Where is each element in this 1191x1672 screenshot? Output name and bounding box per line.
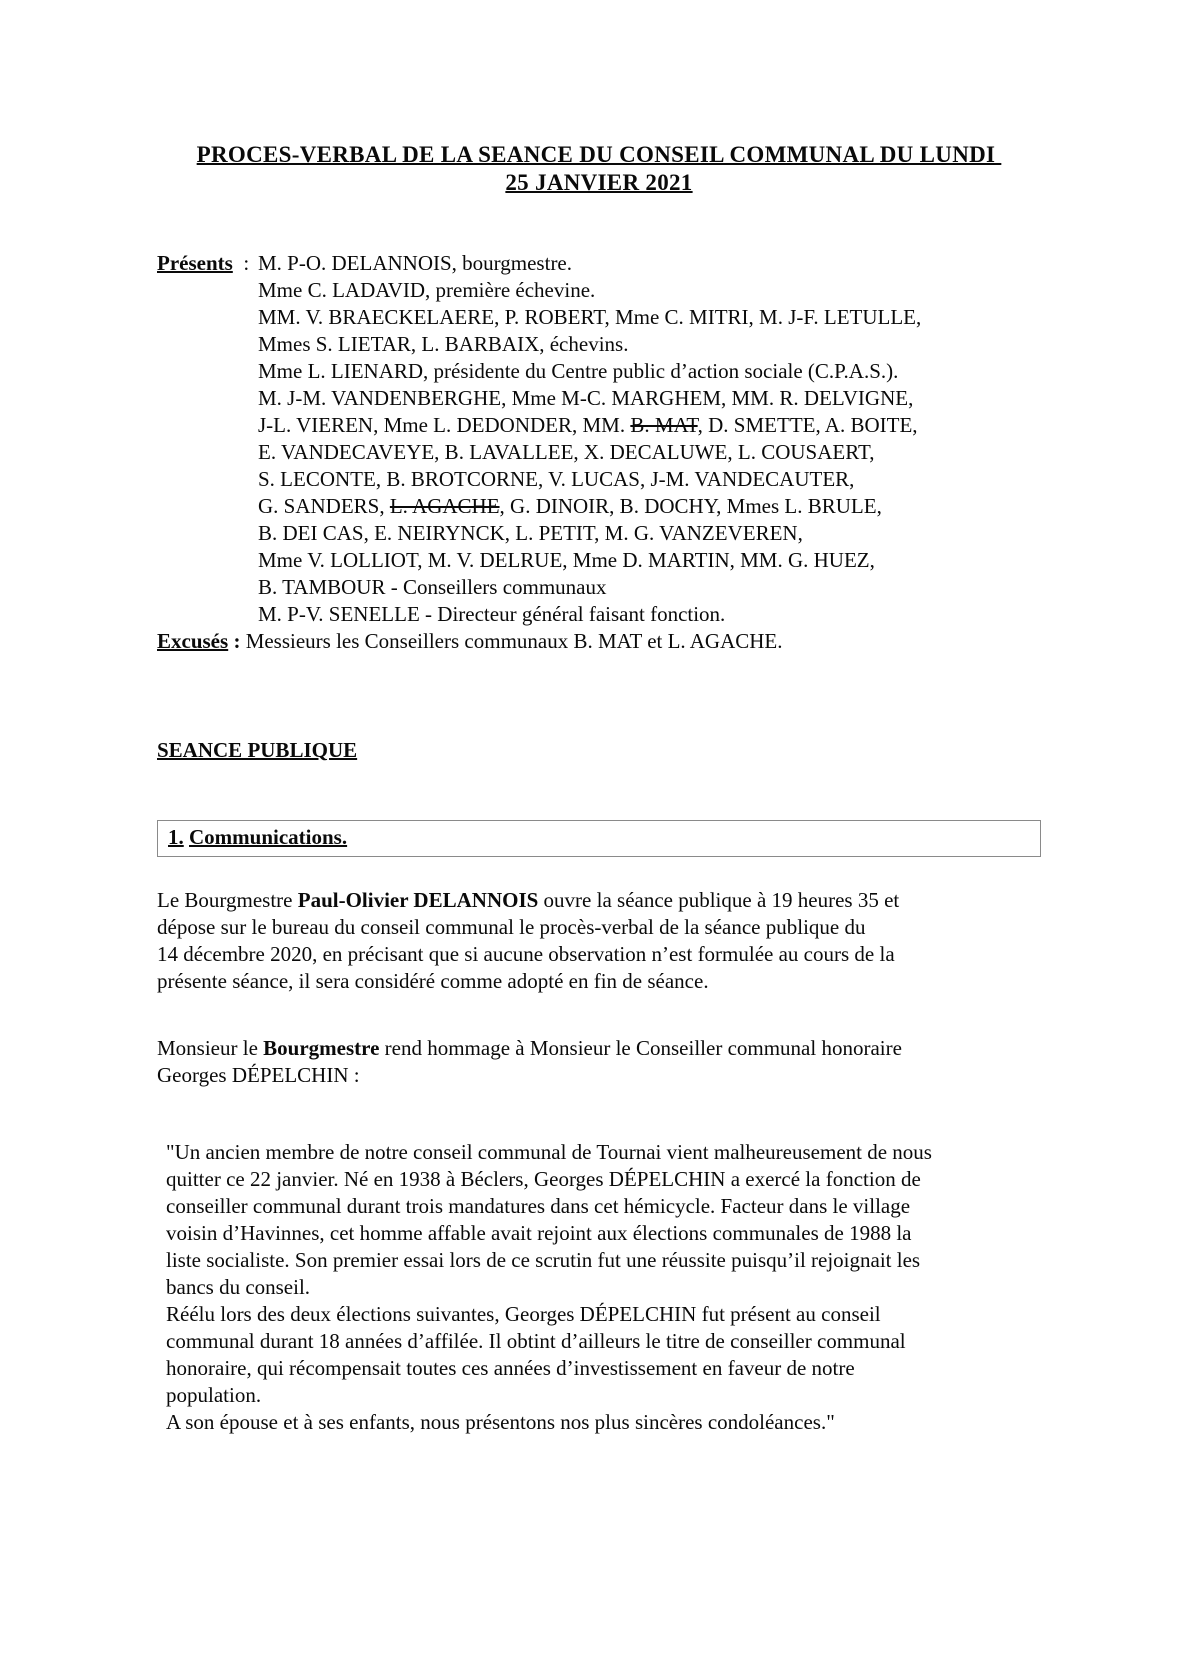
text-segment: Mmes S. LIETAR, L. BARBAIX, échevins.: [258, 332, 629, 356]
text-line: [258, 331, 921, 358]
text-line: [258, 277, 921, 304]
text-segment: Bourgmestre: [263, 1036, 380, 1060]
text-line: [166, 1247, 1041, 1274]
text-segment: dépose sur le bureau du conseil communal le procès-verbal de la séance publique du: [157, 915, 866, 939]
text-segment: :: [228, 629, 241, 653]
text-line: [157, 141, 1041, 169]
text-segment: A son épouse et à ses enfants, nous présentons nos plus sincères condoléances.": [166, 1410, 835, 1434]
text-segment: , G. DINOIR, B. DOCHY, Mmes L. BRULE,: [499, 494, 882, 518]
text-line: [258, 466, 921, 493]
text-segment: rend hommage à Monsieur le Conseiller communal honoraire: [379, 1036, 902, 1060]
text-segment: M. P-O. DELANNOIS, bourgmestre.: [258, 251, 573, 275]
text-segment: Mme V. LOLLIOT, M. V. DELRUE, Mme D. MARTIN, MM. G. HUEZ,: [258, 548, 875, 572]
text-segment: B. MAT: [630, 413, 698, 437]
text-line: [166, 1409, 1041, 1436]
text-segment: Mme L. LIENARD, présidente du Centre public d’action sociale (C.P.A.S.).: [258, 359, 899, 383]
text-line: [166, 1328, 1041, 1355]
text-line: [157, 1035, 1041, 1062]
text-segment: G. SANDERS,: [258, 494, 390, 518]
text-segment: 1.: [168, 825, 184, 849]
attendance-block: [157, 250, 1041, 655]
text-segment: "Un ancien membre de notre conseil communal de Tournai vient malheureusement de nous: [166, 1140, 932, 1164]
presents-label-colon: :: [232, 251, 250, 275]
tribute-quote: [157, 1139, 1041, 1436]
text-segment: communal durant 18 années d’affilée. Il obtint d’ailleurs le titre de conseiller communal: [166, 1329, 906, 1353]
text-segment: quitter ce 22 janvier. Né en 1938 à Béclers, Georges DÉPELCHIN a exercé la fonction de: [166, 1167, 921, 1191]
public-session-heading: [157, 737, 1041, 764]
text-line: [258, 547, 921, 574]
text-line: [157, 1062, 1041, 1089]
text-line: [166, 1301, 1041, 1328]
excused-line: [157, 628, 1041, 655]
text-segment: SEANCE PUBLIQUE: [157, 738, 358, 762]
text-segment: MM. V. BRAECKELAERE, P. ROBERT, Mme C. MITRI, M. J-F. LETULLE,: [258, 305, 922, 329]
text-line: [168, 824, 1030, 851]
text-line: [258, 493, 921, 520]
document-title: [157, 141, 1041, 196]
text-segment: PROCES-VERBAL DE LA SEANCE DU CONSEIL COMMUNAL DU LUNDI: [196, 142, 1002, 167]
text-segment: Georges DÉPELCHIN :: [157, 1063, 360, 1087]
text-segment: 14 décembre 2020, en précisant que si aucune observation n’est formulée au cours de la: [157, 942, 895, 966]
text-line: [157, 737, 1041, 764]
text-line: [166, 1382, 1041, 1409]
hommage-paragraph: [157, 1035, 1041, 1089]
text-line: [258, 412, 921, 439]
text-segment: présente séance, il sera considéré comme adopté en fin de séance.: [157, 969, 709, 993]
text-segment: 25 JANVIER 2021: [505, 169, 693, 195]
text-segment: bancs du conseil.: [166, 1275, 311, 1299]
text-line: [258, 439, 921, 466]
text-segment: Le Bourgmestre: [157, 888, 298, 912]
text-segment: voisin d’Havinnes, cet homme affable avait rejoint aux élections communales de 1988 la: [166, 1221, 912, 1245]
text-segment: , D. SMETTE, A. BOITE,: [697, 413, 918, 437]
text-segment: honoraire, qui récompensait toutes ces années d’investissement en faveur de notre: [166, 1356, 855, 1380]
text-line: [157, 968, 1041, 995]
text-segment: M. P-V. SENELLE - Directeur général faisant fonction.: [258, 602, 726, 626]
text-line: [166, 1220, 1041, 1247]
agenda-item-communications-box: [157, 820, 1041, 857]
text-segment: liste socialiste. Son premier essai lors de ce scrutin fut une réussite puisqu’il rejoignait les: [166, 1248, 921, 1272]
text-line: [166, 1193, 1041, 1220]
text-segment: Monsieur le: [157, 1036, 264, 1060]
text-line: [258, 358, 921, 385]
text-segment: E. VANDECAVEYE, B. LAVALLEE, X. DECALUWE, L. COUSAERT,: [258, 440, 875, 464]
text-segment: Messieurs les Conseillers communaux B. MAT et L. AGACHE.: [240, 629, 783, 653]
text-line: [258, 601, 921, 628]
text-line: [166, 1274, 1041, 1301]
attendance-list: [258, 250, 921, 628]
text-line: [157, 941, 1041, 968]
presents-label: [157, 250, 258, 628]
text-line: [258, 304, 921, 331]
text-line: [258, 385, 921, 412]
text-line: [166, 1139, 1041, 1166]
text-line: [157, 628, 1041, 655]
text-segment: Excusés: [157, 629, 229, 653]
text-segment: B. TAMBOUR - Conseillers communaux: [258, 575, 607, 599]
text-segment: M. J-M. VANDENBERGHE, Mme M-C. MARGHEM, MM. R. DELVIGNE,: [258, 386, 914, 410]
text-line: [258, 574, 921, 601]
text-segment: conseiller communal durant trois mandatures dans cet hémicycle. Facteur dans le village: [166, 1194, 911, 1218]
opening-paragraph: [157, 887, 1041, 995]
text-line: [157, 887, 1041, 914]
text-segment: Mme C. LADAVID, première échevine.: [258, 278, 596, 302]
text-line: [157, 169, 1041, 197]
text-segment: L. AGACHE: [389, 494, 500, 518]
text-segment: J-L. VIEREN, Mme L. DEDONDER, MM.: [258, 413, 631, 437]
text-segment: Réélu lors des deux élections suivantes, Georges DÉPELCHIN fut présent au conseil: [166, 1302, 881, 1326]
presents-label-text: Présents: [157, 251, 233, 275]
text-line: [166, 1355, 1041, 1382]
presents-row: [157, 250, 1041, 628]
text-line: [166, 1166, 1041, 1193]
text-line: [258, 250, 921, 277]
text-segment: S. LECONTE, B. BROTCORNE, V. LUCAS, J-M. VANDECAUTER,: [258, 467, 855, 491]
text-line: [157, 914, 1041, 941]
text-segment: Paul-Olivier DELANNOIS: [297, 888, 539, 912]
text-line: [258, 520, 921, 547]
text-segment: Communications.: [189, 825, 348, 849]
text-segment: B. DEI CAS, E. NEIRYNCK, L. PETIT, M. G. VANZEVEREN,: [258, 521, 803, 545]
text-segment: ouvre la séance publique à 19 heures 35 et: [538, 888, 900, 912]
text-segment: population.: [166, 1383, 262, 1407]
